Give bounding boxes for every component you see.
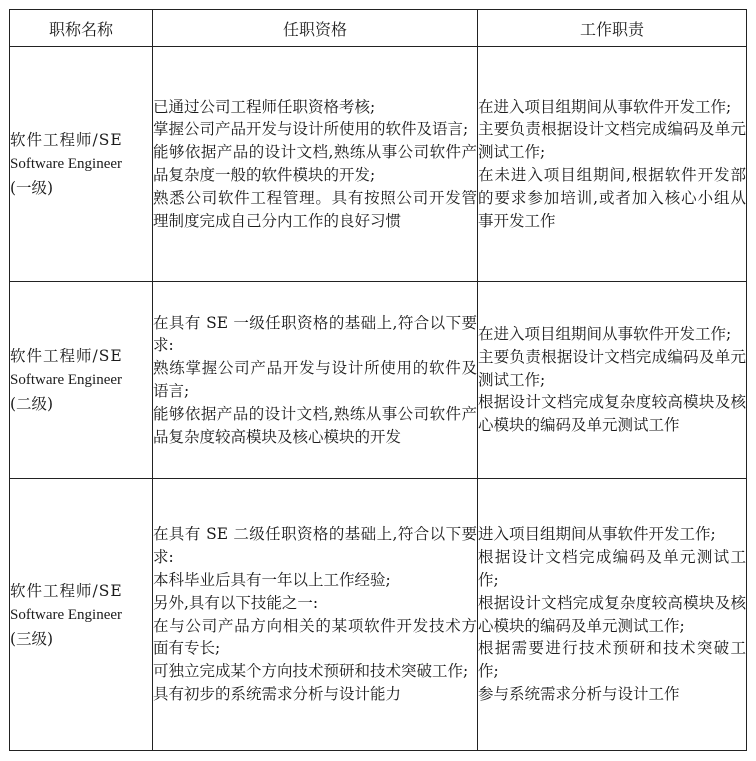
header-qualifications: 任职资格 (153, 10, 478, 47)
job-qualification-table (9, 9, 747, 751)
responsibilities-cell (478, 479, 747, 751)
job-title-cn: 软件工程师/SE (10, 131, 123, 149)
qualification-item: 在与公司产品方向相关的某项软件开发技术方面有专长; (153, 616, 477, 658)
qualifications-cell (153, 47, 478, 282)
qualification-item: 熟练掌握公司产品开发与设计所使用的软件及语言; (153, 359, 477, 400)
job-title-cn: 软件工程师/SE (10, 347, 123, 365)
responsibility-item: 在进入项目组期间从事软件开发工作; (478, 325, 732, 343)
responsibility-item: 根据设计文档完成复杂度较高模块及核心模块的编码及单元测试工作; (478, 593, 746, 635)
table-row (10, 282, 747, 479)
responsibility-item: 主要负责根据设计文档完成编码及单元测试工作; (478, 347, 746, 389)
job-title-cn: 软件工程师/SE (10, 581, 123, 600)
responsibility-item: 在未进入项目组期间,根据软件开发部的要求参加培训,或者加入核心小组从事开发工作 (478, 166, 746, 230)
qualification-item: 可独立完成某个方向技术预研和技术突破工作; (153, 662, 469, 681)
job-level: (三级) (10, 629, 54, 648)
qualification-item: 在具有 SE 二级任职资格的基础上,符合以下要求: (153, 525, 477, 567)
qualification-item: 本科毕业后具有一年以上工作经验; (153, 570, 391, 589)
qualification-item: 能够依据产品的设计文档,熟练从事公司软件产品复杂度较高模块及核心模块的开发 (153, 404, 477, 446)
qualifications-cell (153, 479, 478, 751)
job-level: (二级) (10, 395, 54, 413)
header-title: 职称名称 (10, 10, 153, 47)
responsibilities-cell (478, 282, 747, 479)
job-title-en: Software Engineer (10, 156, 123, 172)
responsibility-item: 在进入项目组期间从事软件开发工作; (478, 97, 732, 116)
qualification-item: 在具有 SE 一级任职资格的基础上,符合以下要求: (153, 313, 477, 355)
qualification-item: 掌握公司产品开发与设计所使用的软件及语言; (153, 120, 469, 139)
job-title-cell (10, 282, 153, 479)
header-responsibilities: 工作职责 (478, 10, 747, 47)
responsibilities-cell (478, 47, 747, 282)
job-title-en: Software Engineer (10, 372, 123, 388)
qualification-item: 能够依据产品的设计文档,熟练从事公司软件产品复杂度一般的软件模块的开发; (153, 143, 477, 184)
qualifications-cell (153, 282, 478, 479)
job-title-cell (10, 47, 153, 282)
job-title-cell (10, 479, 153, 751)
table-row (10, 47, 747, 282)
qualification-item: 熟悉公司软件工程管理。具有按照公司开发管理制度完成自己分内工作的良好习惯 (153, 188, 477, 230)
qualification-item: 已通过公司工程师任职资格考核; (153, 97, 376, 116)
responsibility-item: 进入项目组期间从事软件开发工作; (478, 525, 716, 544)
header-row (10, 10, 747, 47)
table-row (10, 479, 747, 751)
responsibility-item: 参与系统需求分析与设计工作 (478, 684, 680, 703)
qualification-item: 具有初步的系统需求分析与设计能力 (153, 684, 402, 703)
responsibility-item: 根据需要进行技术预研和技术突破工作; (478, 639, 746, 681)
job-title-en: Software Engineer (10, 606, 123, 623)
responsibility-item: 根据设计文档完成编码及单元测试工作; (478, 548, 746, 589)
qualification-item: 另外,具有以下技能之一: (153, 593, 319, 612)
responsibility-item: 根据设计文档完成复杂度较高模块及核心模块的编码及单元测试工作 (478, 393, 746, 435)
job-level: (一级) (10, 179, 54, 197)
responsibility-item: 主要负责根据设计文档完成编码及单元测试工作; (478, 120, 746, 162)
